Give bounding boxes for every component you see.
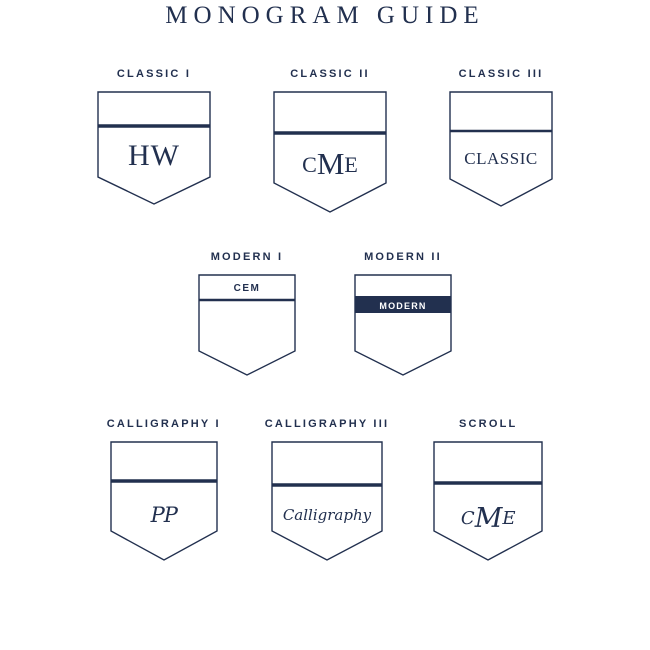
swatch-modern-ii[interactable]	[354, 251, 452, 376]
monogram-text-calligraphy-iii: Calligraphy	[282, 506, 372, 524]
monogram-text-calligraphy-i: PP	[150, 503, 177, 527]
modern-row	[0, 251, 650, 376]
pocket-classic-ii	[273, 91, 387, 213]
monogram-text-scroll	[433, 503, 543, 534]
pocket-scroll	[433, 441, 543, 561]
monogram-text-modern-ii: MODERN	[379, 301, 427, 311]
swatch-scroll[interactable]	[433, 418, 543, 561]
monogram-text-classic-iii: CLASSIC	[464, 149, 538, 168]
swatch-label-calligraphy-iii: CALLIGRAPHY III	[264, 418, 390, 430]
swatch-label-modern-i: MODERN I	[210, 251, 284, 263]
monogram-initial-right: E	[344, 152, 358, 177]
swatch-calligraphy-iii[interactable]	[265, 418, 389, 561]
pocket-classic-i	[97, 91, 211, 205]
swatch-modern-i[interactable]	[198, 251, 296, 376]
pocket-shape-icon	[354, 274, 452, 376]
pocket-calligraphy-i	[110, 441, 218, 561]
swatch-label-classic-iii: CLASSIC III	[458, 68, 544, 80]
swatch-label-modern-ii: MODERN II	[364, 251, 442, 263]
pocket-modern-ii	[354, 274, 452, 376]
pocket-modern-i	[198, 274, 296, 376]
monogram-text-classic-ii	[273, 146, 387, 182]
page-title: MONOGRAM GUIDE	[165, 2, 485, 29]
calligraphy-row	[0, 418, 650, 561]
classic-row	[0, 68, 650, 213]
monogram-initial-center: M	[316, 146, 345, 181]
monogram-text-modern-i: CEM	[233, 283, 261, 294]
pocket-shape-icon	[110, 441, 218, 561]
pocket-classic-iii	[449, 91, 553, 207]
swatch-classic-iii[interactable]	[449, 68, 553, 207]
monogram-initial-left: C	[460, 508, 475, 529]
swatch-label-classic-i: CLASSIC I	[116, 68, 192, 80]
swatch-classic-i[interactable]	[97, 68, 211, 205]
swatch-calligraphy-i[interactable]	[107, 418, 221, 561]
monogram-initial-right: E	[502, 508, 516, 529]
swatch-classic-ii[interactable]	[273, 68, 387, 213]
swatch-label-classic-ii: CLASSIC II	[290, 68, 370, 80]
pocket-shape-icon	[433, 441, 543, 561]
pocket-shape-icon	[271, 441, 383, 561]
swatch-label-calligraphy-i: CALLIGRAPHY I	[106, 418, 221, 430]
swatch-label-scroll: SCROLL	[459, 418, 518, 430]
monogram-initial-left: C	[302, 152, 317, 177]
monogram-text-classic-i: HW	[128, 139, 180, 172]
monogram-initial-center: M	[474, 503, 503, 534]
pocket-calligraphy-iii	[271, 441, 383, 561]
